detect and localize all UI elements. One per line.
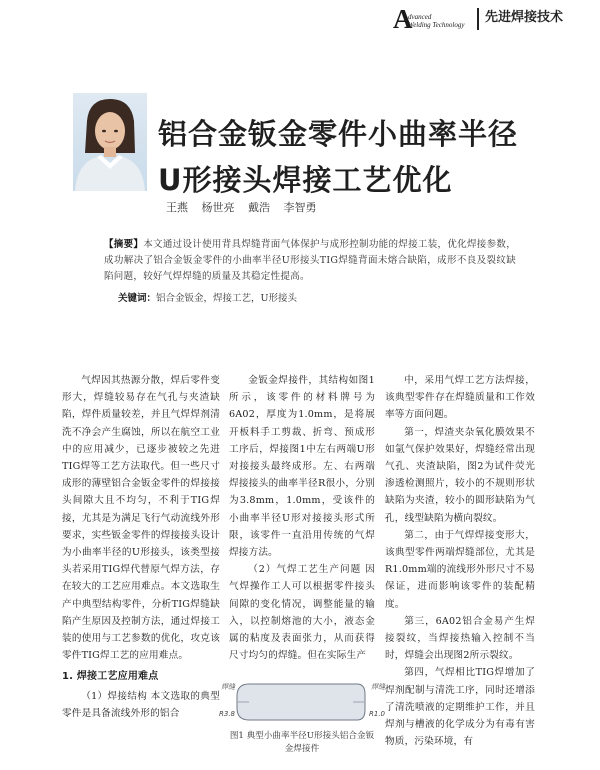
- author-name: 王燕: [166, 201, 188, 214]
- u-joint-part-drawing: [229, 676, 375, 730]
- author-portrait-icon: [73, 93, 147, 191]
- body-column-3: [385, 372, 535, 750]
- body-paragraph: 第三，6A02铝合金易产生焊接裂纹，当焊接热输入控制不当时，焊缝会出现图2所示裂纹。: [385, 615, 535, 662]
- body-paragraph: （2）气焊工艺生产问题 因气焊操作工人可以根据零件接头间隙的变化情况，调整能量的输入，以控制熔池的大小，液态金属的粘度及表面张力，从而获得尺寸均匀的焊缝。但在实际生产: [229, 564, 375, 662]
- radius-label-left: R3.8: [219, 710, 235, 718]
- page-header: [0, 0, 600, 42]
- journal-logo-line1: dvanced: [408, 13, 432, 21]
- article-title-line2: U形接头焊接工艺优化: [158, 163, 453, 197]
- author-name: 戴浩: [248, 201, 270, 214]
- header-divider: [477, 8, 479, 30]
- author-list: [166, 201, 327, 215]
- body-paragraph: 第一，焊渣夹杂氧化膜效果不如氩气保护效果好，焊缝经常出现气孔、夹渣缺陷，图2为试件荧光渗透检测照片，较小的不规则形状缺陷为夹渣，较小的圆形缺陷为气孔，线型缺陷为横向裂纹。: [385, 426, 535, 524]
- section-name: 先进焊接技术: [485, 10, 564, 25]
- author-photo: [73, 93, 147, 191]
- author-name: 杨世亮: [201, 201, 235, 214]
- author-name: 李智勇: [283, 201, 317, 214]
- body-paragraph: 中，采用气焊工艺方法焊接，该典型零件存在焊缝质量和工作效率等方面问题。: [385, 375, 535, 421]
- radius-label-right: R1.0: [369, 710, 385, 718]
- keywords-tag: 关键词：: [118, 293, 157, 304]
- abstract: [104, 237, 516, 285]
- article-title-line1: 铝合金钣金零件小曲率半径: [158, 117, 519, 151]
- weld-label-left: 焊缝: [221, 683, 235, 691]
- body-paragraph: 第二，由于气焊焊接变形大，该典型零件两端焊缝部位，尤其是R1.0mm端的流线形外形尺寸不易保证，进而影响该零件的装配精度。: [385, 529, 535, 610]
- figure-1: [219, 676, 385, 770]
- section-heading: 1. 焊接工艺应用难点: [62, 671, 159, 683]
- keywords: [118, 292, 297, 306]
- body-column-2: [229, 372, 375, 664]
- body-paragraph: 第四，气焊相比TIG焊增加了焊剂配制与清洗工序，同时还增添了清洗喷液的定期维护工作，并且焊剂与槽液的化学成分为有毒有害物质，污染环境，有: [385, 667, 535, 748]
- body-paragraph: （1）焊接结构 本文选取的典型零件是具备流线外形的铝合: [62, 690, 220, 719]
- body-column-1: [62, 372, 220, 722]
- part-outline: [237, 684, 365, 720]
- abstract-text: 本文通过设计使用背具焊缝背面气体保护与成形控制功能的焊接工装，优化焊接参数，成功解决了铝合金钣金零件的小曲率半径U形接头TIG焊缝背面未熔合缺陷，成形不良及裂纹缺陷问题，较好气焊焊缝的质量及其稳定性提高。: [104, 239, 517, 282]
- body-paragraph: 气焊因其热源分散，焊后零件变形大，焊缝较易存在气孔与夹渣缺陷，焊件质量较差，并且气焊焊剂清洗不净会产生腐蚀，所以在航空工业中的应用减少，已逐步被较之先进TIG焊等工艺方法取代。但一些尺寸成形的薄壁铝合金钣金零件的焊接接头间隙大且不均匀，不利于TIG焊接，尤其是为满足飞行气动流线外形要求，实些钣金零件的焊接接头设计为小曲率半径的U形接头，该类型接头若采用TIG焊代替原气焊方法，存在较大的工艺应用难点。本文选取生产中典型结构零件，分析TIG焊缝缺陷产生原因及控制方法，通过焊接工装的使用与工艺参数的优化，攻克该零件TIG焊工艺的应用难点。: [62, 375, 220, 662]
- body-paragraph: 金钣金焊接件，其结构如图1所示，该零件的材料牌号为6A02，厚度为1.0mm，是将展开板料手工剪裁、折弯、预成形工序后，焊接图1中左右两端U形对接接头最终成形。左、右两端焊接接头的曲率半径R很小，分别为3.8mm，1.0mm，受该件的小曲率半径U形对接接头形式所限，该零件一直沿用传统的气焊焊接方法。: [229, 375, 375, 559]
- keywords-text: 铝合金钣金，焊接工艺，U形接头: [156, 293, 298, 304]
- figure-caption: 图1 典型小曲率半径U形接头铝合金钣金焊接件: [229, 731, 375, 754]
- journal-logo-line2: Welding Technology: [408, 21, 465, 29]
- weld-label-right: 焊缝: [371, 683, 385, 691]
- abstract-tag: 【摘要】: [104, 239, 144, 250]
- journal-logo-letter: A: [393, 4, 413, 34]
